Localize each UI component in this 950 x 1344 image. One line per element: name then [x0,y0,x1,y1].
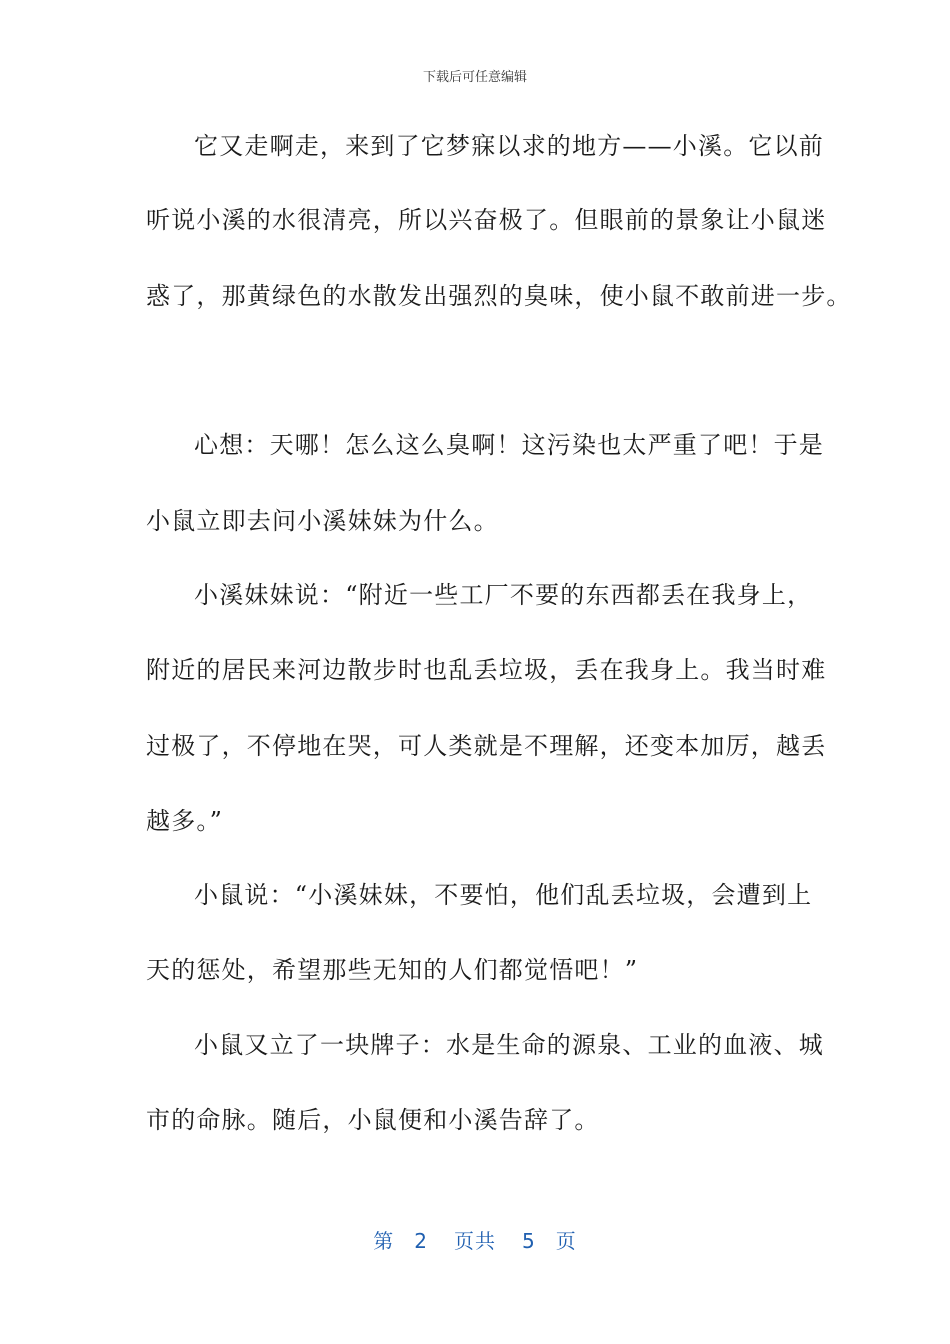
paragraph-line: 小溪妹妹说：“附近一些工厂不要的东西都丢在我身上， [194,581,813,609]
footer-total-pages: 5 [522,1229,536,1253]
footer-label-end: 页 [555,1229,577,1253]
paragraph-line: 过极了，不停地在哭，可人类就是不理解，还变本加厉，越丢 [146,732,827,760]
footer-label-of: 页共 [454,1229,496,1253]
page-header: 下载后可任意编辑 [422,70,527,85]
paragraph-line: 听说小溪的水很清亮，所以兴奋极了。但眼前的景象让小鼠迷 [146,206,827,234]
paragraph-line: 市的命脉。随后，小鼠便和小溪告辞了。 [146,1106,600,1134]
paragraph-line: 心想：天哪！怎么这么臭啊！这污染也太严重了吧！于是 [194,431,824,459]
paragraph-line: 小鼠说：“小溪妹妹，不要怕，他们乱丢垃圾，会遭到上 [194,881,813,909]
paragraph-line: 天的惩处，希望那些无知的人们都觉悟吧！” [146,956,639,984]
page-footer [0,1225,950,1254]
paragraph-line: 小鼠又立了一块牌子：水是生命的源泉、工业的血液、城 [194,1031,824,1059]
paragraph-line: 附近的居民来河边散步时也乱丢垃圾，丢在我身上。我当时难 [146,656,827,684]
paragraph-line: 惑了，那黄绿色的水散发出强烈的臭味，使小鼠不敢前进一步。 [146,282,852,310]
footer-label-page: 第 [373,1229,395,1253]
paragraph-line: 它又走啊走，来到了它梦寐以求的地方——小溪。它以前 [194,132,824,160]
footer-current-page: 2 [414,1229,428,1253]
paragraph-line: 越多。” [146,807,224,835]
paragraph-line: 小鼠立即去问小溪妹妹为什么。 [146,507,499,535]
